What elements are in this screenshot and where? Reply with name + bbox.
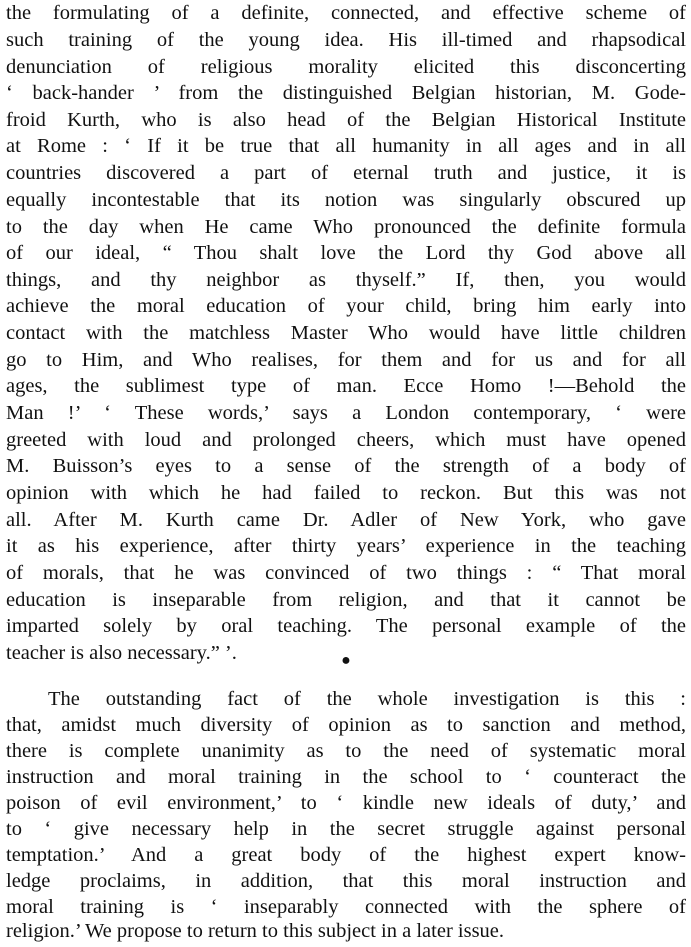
text-line: equally incontestable that its notion was singularly obscured up	[6, 189, 686, 211]
text-line: moral training is ‘ inseparably connected with the sphere of	[6, 896, 686, 918]
text-line: instruction and moral training in the school to ‘ counteract the	[6, 766, 686, 788]
text-line: countries discovered a part of eternal truth and justice, it is	[6, 162, 686, 184]
text-line: Man !’ ‘ These words,’ says a London contemporary, ‘ were	[6, 402, 686, 424]
text-line: greeted with loud and prolonged cheers, which must have opened	[6, 429, 686, 451]
text-line: there is complete unanimity as to the need of systematic moral	[6, 740, 686, 762]
text-line: teacher is also necessary.” ’.	[6, 642, 237, 664]
text-line: poison of evil environment,’ to ‘ kindle new ideals of duty,’ and	[6, 792, 686, 814]
text-line: religion.’ We propose to return to this subject in a later issue.	[6, 920, 505, 942]
text-line: things, and thy neighbor as thyself.” If, then, you would	[6, 269, 686, 291]
text-line: all. After M. Kurth came Dr. Adler of New York, who gave	[6, 509, 686, 531]
text-line: achieve the moral education of your child, bring him early into	[6, 295, 686, 317]
text-line: go to Him, and Who realises, for them and for us and for all	[6, 349, 686, 371]
text-line: The outstanding fact of the whole investigation is this :	[48, 688, 686, 710]
text-line: imparted solely by oral teaching. The personal example of the	[6, 615, 686, 637]
text-line: M. Buisson’s eyes to a sense of the strength of a body of	[6, 455, 686, 477]
text-line: education is inseparable from religion, and that it cannot be	[6, 589, 686, 611]
text-line: contact with the matchless Master Who would have little children	[6, 322, 686, 344]
text-line: denunciation of religious morality elicited this disconcerting	[6, 56, 686, 78]
text-line: the formulating of a definite, connected, and effective scheme of	[6, 2, 686, 24]
text-line: opinion with which he had failed to reckon. But this was not	[6, 482, 686, 504]
text-line: at Rome : ‘ If it be true that all humanity in all ages and in all	[6, 135, 686, 157]
text-line: of morals, that he was convinced of two things : “ That moral	[6, 562, 686, 584]
text-line: to ‘ give necessary help in the secret struggle against personal	[6, 818, 686, 840]
section-ornament: ●	[341, 652, 351, 669]
text-line: to the day when He came Who pronounced the definite formula	[6, 216, 686, 238]
text-line: such training of the young idea. His ill-timed and rhapsodical	[6, 29, 686, 51]
text-line: froid Kurth, who is also head of the Belgian Historical Institute	[6, 109, 686, 131]
text-line: ledge proclaims, in addition, that this moral instruction and	[6, 870, 686, 892]
text-line: that, amidst much diversity of opinion as to sanction and method,	[6, 714, 686, 736]
text-line: ‘ back-hander ’ from the distinguished Belgian historian, M. Gode-	[6, 82, 686, 104]
text-line: of our ideal, “ Thou shalt love the Lord thy God above all	[6, 242, 686, 264]
text-line: ages, the sublimest type of man. Ecce Homo !—Behold the	[6, 375, 686, 397]
text-line: it as his experience, after thirty years’ experience in the teaching	[6, 535, 686, 557]
text-line: temptation.’ And a great body of the highest expert know-	[6, 844, 686, 866]
